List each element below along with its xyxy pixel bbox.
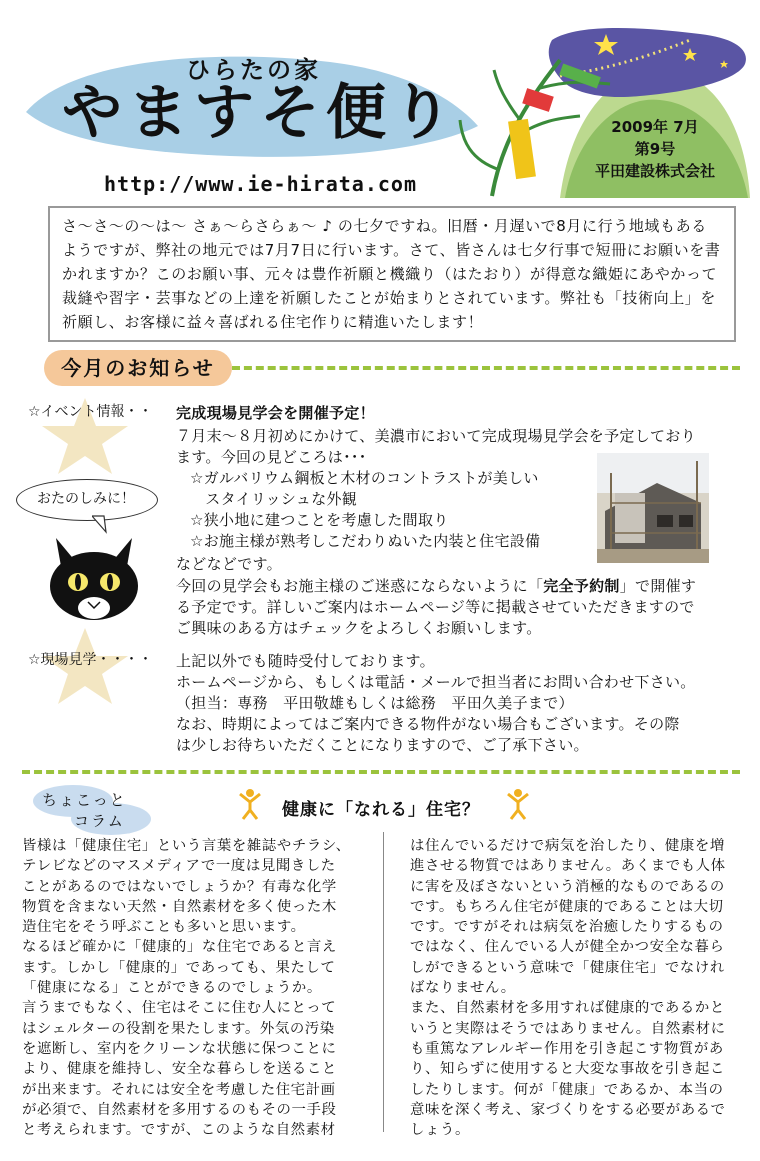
visit-line: 上記以外でも随時受付しております。 xyxy=(176,652,435,670)
cat-icon xyxy=(46,532,142,624)
column-line: 「健康になる」ことができるのでしょうか。 xyxy=(22,980,322,997)
column-line: り、知らずに使用すると大変な事故を引き起こ xyxy=(410,1061,725,1078)
highlight-item: ☆お施主様が熟考しこだわりぬいた内装と住宅設備 xyxy=(190,532,541,550)
reserve-line: ご興味のある方はチェックをよろしくお願いします。 xyxy=(176,619,542,637)
section-divider xyxy=(232,366,740,370)
intro-line: ようですが、弊社の地元では7月7日に行います。さて、皆さんは七夕行事で短冊にお願いを書 xyxy=(62,241,721,259)
column-line: です。ですがそれは病気を治癒したりするもの xyxy=(410,919,724,936)
column-line: したりします。何が「健康」であるか、本当の xyxy=(410,1081,724,1098)
column-left-text xyxy=(22,836,351,1140)
reserve-emphasis: 完全予約制 xyxy=(543,577,620,595)
column-line: が出来ます。それには安全を考慮した住宅計画 xyxy=(22,1081,336,1098)
reserve-text: 今回の見学会もお施主様のご迷惑にならないように「 xyxy=(176,577,544,595)
column-heading: 健康に「なれる」住宅？ xyxy=(282,800,480,820)
column-line: しょう。 xyxy=(410,1122,470,1139)
visit-line: は少しお待ちいただくことになりますので、ご了承下さい。 xyxy=(176,736,589,754)
company-name: 平田建設株式会社 xyxy=(594,162,715,180)
intro-text xyxy=(62,214,720,334)
column-line: 意味を深く考え、家づくりをする必要があるで xyxy=(410,1101,726,1118)
column-line: ばなりません。 xyxy=(410,980,516,997)
column-line: 進させる物質ではありません。あくまでも人体 xyxy=(410,858,726,875)
column-line: また、自然素材を多用すれば健康的であるかと xyxy=(410,1000,725,1017)
column-divider xyxy=(383,832,384,1132)
column-line: 造住宅をそう呼ぶことも多いと思います。 xyxy=(22,919,306,936)
event-line: ます。今回の見どころは･･･ xyxy=(176,448,367,466)
column-line: 言うまでもなく、住宅はそこに住む人にとって xyxy=(22,1000,337,1017)
reserve-line: る予定です。詳しいご案内はホームページ等に掲載させていただきますので xyxy=(176,598,695,616)
visit-line: （担当：専務 平田敬雄もしくは総務 平田久美子まで） xyxy=(176,694,574,712)
column-line: はシェルターの役割を果たします。外気の汚染 xyxy=(22,1020,335,1037)
person-icon xyxy=(506,788,530,820)
column-line: いうと実際はそうではありません。自然素材に xyxy=(410,1020,726,1037)
newsletter-title: やますそ便り xyxy=(62,78,458,148)
column-line: しができるという意味で「健康住宅」でなけれ xyxy=(410,959,725,976)
column-tag-line: コラム xyxy=(74,812,125,830)
issue-number: 第9号 xyxy=(634,140,676,158)
column-line: ことがあるのではないでしょうか？有毒な化学 xyxy=(22,878,337,895)
section-divider xyxy=(22,770,740,774)
event-label: ☆イベント情報・・ xyxy=(28,404,153,420)
bubble-tail xyxy=(92,514,112,534)
column-line: ます。しかし「健康的」であっても、果たして xyxy=(22,959,336,976)
column-line: 皆様は「健康住宅」という言葉を雑誌やチラシ、 xyxy=(22,838,351,854)
column-line: と考えられます。ですが、このような自然素材 xyxy=(22,1122,336,1139)
event-title: 完成現場見学会を開催予定！ xyxy=(176,404,375,422)
news-heading: 今月のお知らせ xyxy=(61,356,215,380)
visit-line: ホームページから、もしくは電話・メールで担当者にお問い合わせ下さい。 xyxy=(176,673,696,691)
column-line: より、健康を維持し、安全な暮らしを送ること xyxy=(22,1061,337,1078)
column-line: です。もちろん住宅が健康的であることは大切 xyxy=(410,898,724,915)
column-line: が必須で、自然素材を多用するのもその一手段 xyxy=(22,1101,337,1118)
column-line: テレビなどのマスメディアで一度は見聞きした xyxy=(22,858,336,875)
column-line: ではなく、住んでいる人が健全かつ安全な暮ら xyxy=(410,939,725,956)
column-tag-line: ちょこっと xyxy=(42,791,127,809)
highlight-item: ☆ガルバリウム鋼板と木材のコントラストが美しい xyxy=(190,469,539,487)
newsletter-subtitle: ひらたの家 xyxy=(186,55,321,84)
column-right-text xyxy=(410,836,726,1140)
issue-date: 2009年 7月 xyxy=(611,118,699,136)
intro-line: かれますか？このお願い事、元々は豊作祈願と機織り（はたおり）が得意な織姫にあやかって xyxy=(62,265,718,283)
night-sky xyxy=(549,28,746,97)
reserve-line xyxy=(176,576,696,597)
bamboo-leaf xyxy=(494,70,520,120)
column-line: を遮断し、室内をクリーンな状態に保つことに xyxy=(22,1040,337,1057)
reserve-text: 」で開催す xyxy=(619,577,697,595)
news-heading-tag xyxy=(44,350,232,386)
column-line: に害を及ぼさないという消極的なものであるの xyxy=(410,878,725,895)
visit-label: ☆現場見学・・・・ xyxy=(28,652,153,668)
column-line: は住んでいるだけで病気を治したり、健康を増 xyxy=(410,838,725,854)
highlight-item: ☆狭小地に建つことを考慮した間取り xyxy=(190,511,449,529)
intro-line: さ～さ～の～は～ さぁ～らさらぁ～ ♪ の七夕ですね。旧暦・月遅いで8月に行う地域もある xyxy=(62,217,707,235)
website-link[interactable]: http://www.ie-hirata.com xyxy=(104,172,417,196)
person-icon xyxy=(238,788,262,820)
column-line: も重篤なアレルギー作用を引き起こす物質があ xyxy=(410,1040,724,1057)
intro-line: 祈願し、お客様に益々喜ばれる住宅作りに精進いたします！ xyxy=(62,313,484,331)
column-line: 物質を含まない天然・自然素材を多く使った木 xyxy=(22,898,337,915)
house-photo xyxy=(597,453,709,563)
intro-line: 裁縫や習字・芸事などの上達を祈願したことが始まりとされています。弊社も「技術向上」を xyxy=(62,289,717,307)
visit-line: なお、時期によってはご案内できる物件がない場合もございます。その際 xyxy=(176,715,680,733)
event-line: ７月末～８月初めにかけて、美濃市において完成現場見学会を予定しており xyxy=(176,427,696,445)
highlight-item: スタイリッシュな外観 xyxy=(190,490,358,508)
column-line: なるほど確かに「健康的」な住宅であると言え xyxy=(22,939,337,956)
bubble-text: おたのしみに！ xyxy=(37,491,135,507)
event-etc: などなどです。 xyxy=(176,555,282,573)
